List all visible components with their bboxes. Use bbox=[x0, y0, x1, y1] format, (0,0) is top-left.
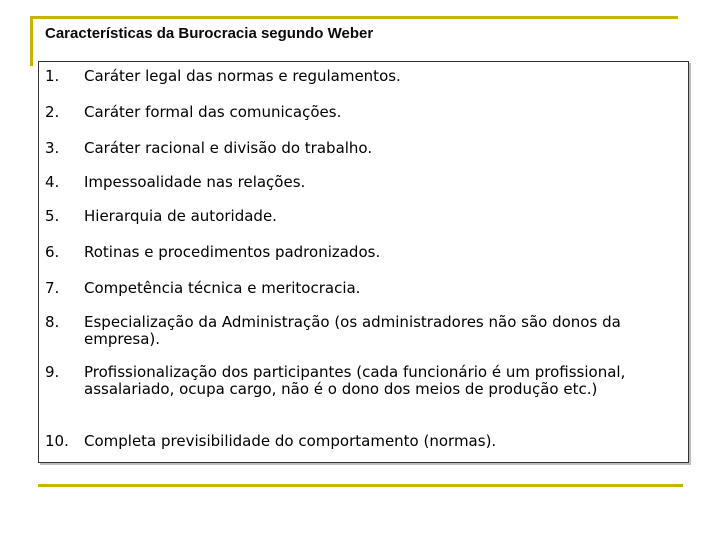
list-item-text: Caráter legal das normas e regulamentos. bbox=[84, 67, 401, 85]
list-item-number: 4. bbox=[45, 173, 60, 191]
slide-title: Características da Burocracia segundo Weber bbox=[45, 25, 374, 42]
title-left-rule bbox=[30, 16, 33, 66]
list-item-text: Rotinas e procedimentos padronizados. bbox=[84, 243, 381, 261]
list-item-number: 3. bbox=[45, 139, 60, 157]
list-item-number: 6. bbox=[45, 243, 60, 261]
list-item bbox=[45, 140, 680, 157]
list-item-number: 5. bbox=[45, 207, 60, 225]
characteristics-list bbox=[38, 61, 689, 463]
list-item-text: Impessoalidade nas relações. bbox=[84, 173, 306, 191]
list-item-number: 2. bbox=[45, 103, 60, 121]
list-item bbox=[45, 433, 680, 450]
bottom-rule bbox=[38, 484, 683, 487]
title-top-rule bbox=[30, 16, 678, 19]
list-item-text: Especialização da Administração (os administradores não são donos da empresa). bbox=[84, 313, 621, 348]
list-item-number: 1. bbox=[45, 67, 60, 85]
list-item-number: 9. bbox=[45, 363, 60, 381]
list-item bbox=[45, 364, 680, 398]
list-item bbox=[45, 104, 680, 121]
list-item-number: 7. bbox=[45, 279, 60, 297]
list-item-number: 10. bbox=[45, 432, 69, 450]
list-item-text: Caráter formal das comunicações. bbox=[84, 103, 342, 121]
list-item-text: Completa previsibilidade do comportamento (normas). bbox=[84, 432, 497, 450]
list-item-text: Profissionalização dos participantes (cada funcionário é um profissional, assalariado, ocupa cargo, não é o dono dos meios de produção etc.) bbox=[84, 363, 626, 398]
list-item-text: Competência técnica e meritocracia. bbox=[84, 279, 361, 297]
list-item-text: Caráter racional e divisão do trabalho. bbox=[84, 139, 373, 157]
list-item-text: Hierarquia de autoridade. bbox=[84, 207, 277, 225]
list-item bbox=[45, 280, 680, 297]
list-item bbox=[45, 68, 680, 85]
list-item bbox=[45, 174, 680, 191]
list-item-number: 8. bbox=[45, 313, 60, 331]
list-item bbox=[45, 244, 680, 261]
list-item bbox=[45, 314, 680, 348]
list-item bbox=[45, 208, 680, 225]
